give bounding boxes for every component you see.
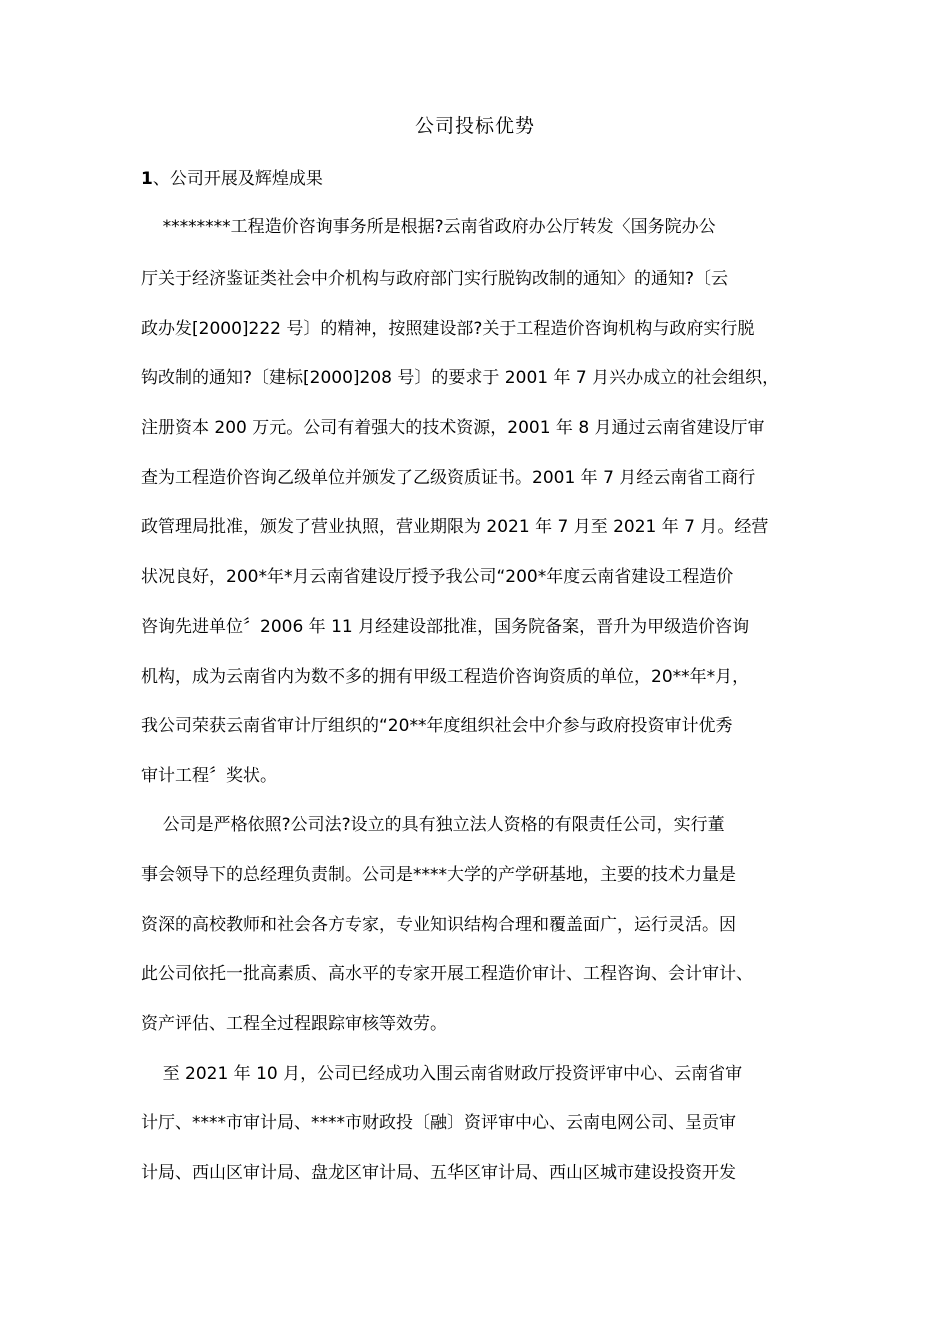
section-heading [141,166,323,192]
body-line: 此公司依托一批高素质、高水平的专家开展工程造价审计、工程咨询、会计审计、 [141,964,753,984]
body-line: 政办发[2000]222 号〕的精神，按照建设部?关于工程造价咨询机构与政府实行脱 [141,319,755,339]
body-line: 事会领导下的总经理负责制。公司是****大学的产学研基地，主要的技术力量是 [141,865,736,885]
body-line: 状况良好，200*年*月云南省建设厅授予我公司“200*年度云南省建设工程造价 [141,567,734,587]
body-line: 资产评估、工程全过程跟踪审核等效劳。 [141,1014,447,1034]
body-line: 查为工程造价咨询乙级单位并颁发了乙级资质证书。2001 年 7 月经云南省工商行 [141,468,756,488]
body-line: ********工程造价咨询事务所是根据?云南省政府办公厅转发〈国务院办公 [141,217,716,237]
body-line: 资深的高校教师和社会各方专家，专业知识结构合理和覆盖面广，运行灵活。因 [141,915,736,935]
body-line: 厅关于经济鉴证类社会中介机构与政府部门实行脱钩改制的通知〉的通知?〔云 [141,269,729,289]
body-line: 公司是严格依照?公司法?设立的具有独立法人资格的有限责任公司，实行董 [141,815,725,835]
body-line: 机构，成为云南省内为数不多的拥有甲级工程造价咨询资质的单位，20**年*月， [141,667,750,687]
body-line: 咨询先进单位〞2006 年 11 月经建设部批准，国务院备案，晋升为甲级造价咨询 [141,617,750,637]
section-separator: 、 [152,169,170,189]
section-heading-text: 公司开展及辉煌成果 [169,169,323,189]
body-line: 我公司荣获云南省审计厅组织的“20**年度组织社会中介参与政府投资审计优秀 [141,716,733,736]
body-line: 计局、西山区审计局、盘龙区审计局、五华区审计局、西山区城市建设投资开发 [141,1163,736,1183]
document-title: 公司投标优势 [414,115,535,137]
body-line: 政管理局批准，颁发了营业执照，营业期限为 2021 年 7 月至 2021 年 7 月。经营 [141,517,769,537]
body-line: 钩改制的通知?〔建标[2000]208 号〕的要求于 2001 年 7 月兴办成立的社会组织， [141,368,780,388]
body-line: 计厅、****市审计局、****市财政投〔融〕资评审中心、云南电网公司、呈贡审 [141,1113,736,1133]
body-line: 至 2021 年 10 月，公司已经成功入围云南省财政厅投资评审中心、云南省审 [141,1064,743,1084]
section-number: 1 [141,169,153,189]
body-line: 注册资本 200 万元。公司有着强大的技术资源，2001 年 8 月通过云南省建设厅审 [141,418,765,438]
body-line: 审计工程〞奖状。 [141,766,277,786]
